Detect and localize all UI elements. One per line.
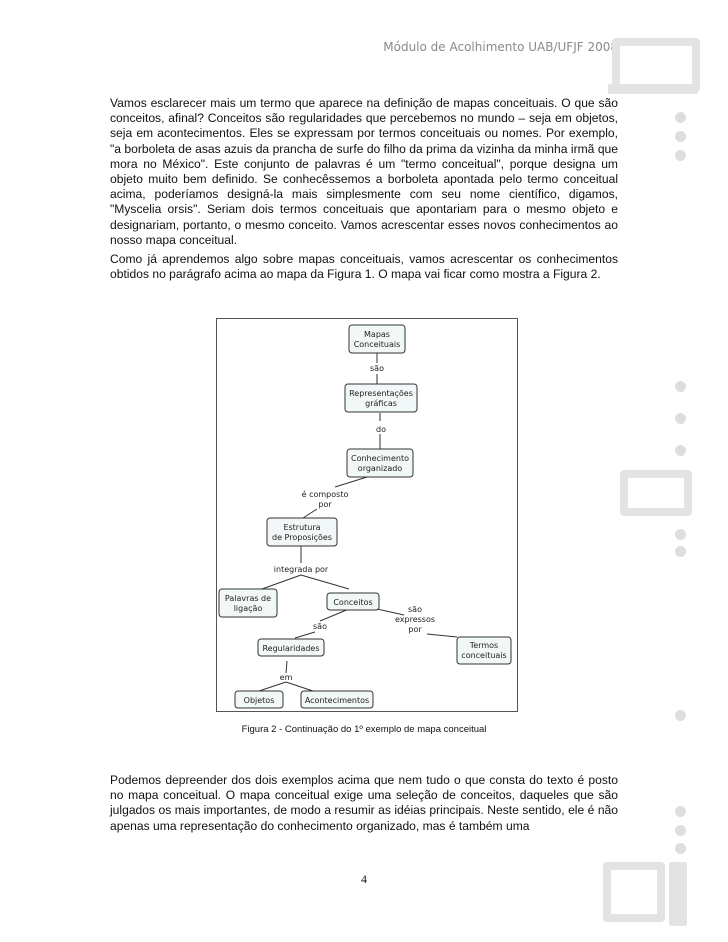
page-number: 4: [361, 872, 367, 886]
concept-node-objetos: Objetos: [243, 696, 275, 705]
link-label-e-composto-por: é composto por: [301, 490, 349, 509]
dot-decoration: [675, 381, 686, 392]
body-paragraph: Como já aprendemos algo sobre mapas conceituais, vamos acrescentar os conhecimentos obtidos no parágrafo acima ao mapa da Figura 1. O mapa vai ficar como mostra a Figura 2.: [110, 252, 618, 282]
dot-decoration: [675, 546, 686, 557]
bar-decoration: [669, 862, 687, 926]
link-label-do: do: [376, 425, 386, 434]
concept-node-acontecimentos: Acontecimentos: [304, 696, 370, 705]
monitor-base-decoration: [608, 84, 698, 94]
square-decoration: [620, 470, 692, 516]
figure-caption: Figura 2 - Continuação do 1º exemplo de mapa conceitual: [241, 724, 487, 735]
dot-decoration: [675, 843, 686, 854]
concept-map-diagram: [217, 319, 517, 711]
link-label-sao: são: [313, 622, 327, 631]
dot-decoration: [675, 806, 686, 817]
concept-node-palavras: Palavras de ligação: [224, 594, 272, 613]
page-header: Módulo de Acolhimento UAB/UFJF 2008: [383, 40, 618, 54]
link-label-em: em: [279, 673, 293, 682]
concept-node-conhecimento: Conhecimento organizado: [351, 454, 409, 473]
concept-node-regularidades: Regularidades: [262, 644, 320, 653]
concept-node-estrutura: Estrutura de Proposições: [272, 523, 332, 542]
dot-decoration: [675, 825, 686, 836]
dot-decoration: [675, 445, 686, 456]
dot-decoration: [675, 413, 686, 424]
concept-node-mapas: Mapas Conceituais: [353, 330, 401, 349]
concept-node-conceitos: Conceitos: [333, 598, 373, 607]
body-paragraph: Vamos esclarecer mais um termo que aparece na definição de mapas conceituais. O que são conceitos, afinal? Conceitos são regularidades que percebemos no mundo – seja em objetos, seja em acontecimentos. Eles se expressam por termos conceituais ou nomes. Por exemplo, "a borboleta de asas azuis da prancha de surfe do filho da prima da vizinha da minha irmã que mora no México". Este conjunto de palavras é um "termo conceitual", porque designa um objeto muito bem definido. Se conhecêssemos a borboleta apontada pelo termo conceitual acima, poderíamos designá-la mais simplesmente com seu nome científico, digamos, "Myscelia orsis". Seriam dois termos conceituais que apontariam para o mesmo objeto e designariam, portanto, o mesmo conceito. Vamos acrescentar esses novos conhecimentos ao nosso mapa conceitual.: [110, 96, 618, 247]
concept-map-figure: [216, 318, 518, 712]
link-label-sao: são: [370, 364, 384, 373]
concept-node-termos: Termos conceituais: [461, 641, 507, 660]
dot-decoration: [675, 529, 686, 540]
concept-node-representacoes: Representações gráficas: [349, 389, 413, 408]
body-paragraph: Podemos depreender dos dois exemplos acima que nem tudo o que consta do texto é posto no mapa conceitual. O mapa conceitual exige uma seleção de conceitos, daqueles que são julgados os mais importantes, de modo a resumir as idéias principais. Neste sentido, ele é não apenas uma representação do conhecimento organizado, mas é também uma: [110, 773, 618, 833]
link-label-integrada-por: integrada por: [273, 565, 329, 574]
square-decoration: [603, 862, 665, 922]
dot-decoration: [675, 710, 686, 721]
dot-decoration: [675, 131, 686, 142]
dot-decoration: [675, 112, 686, 123]
link-label-sao-expressos-por: são expressos por: [394, 605, 436, 634]
dot-decoration: [675, 150, 686, 161]
